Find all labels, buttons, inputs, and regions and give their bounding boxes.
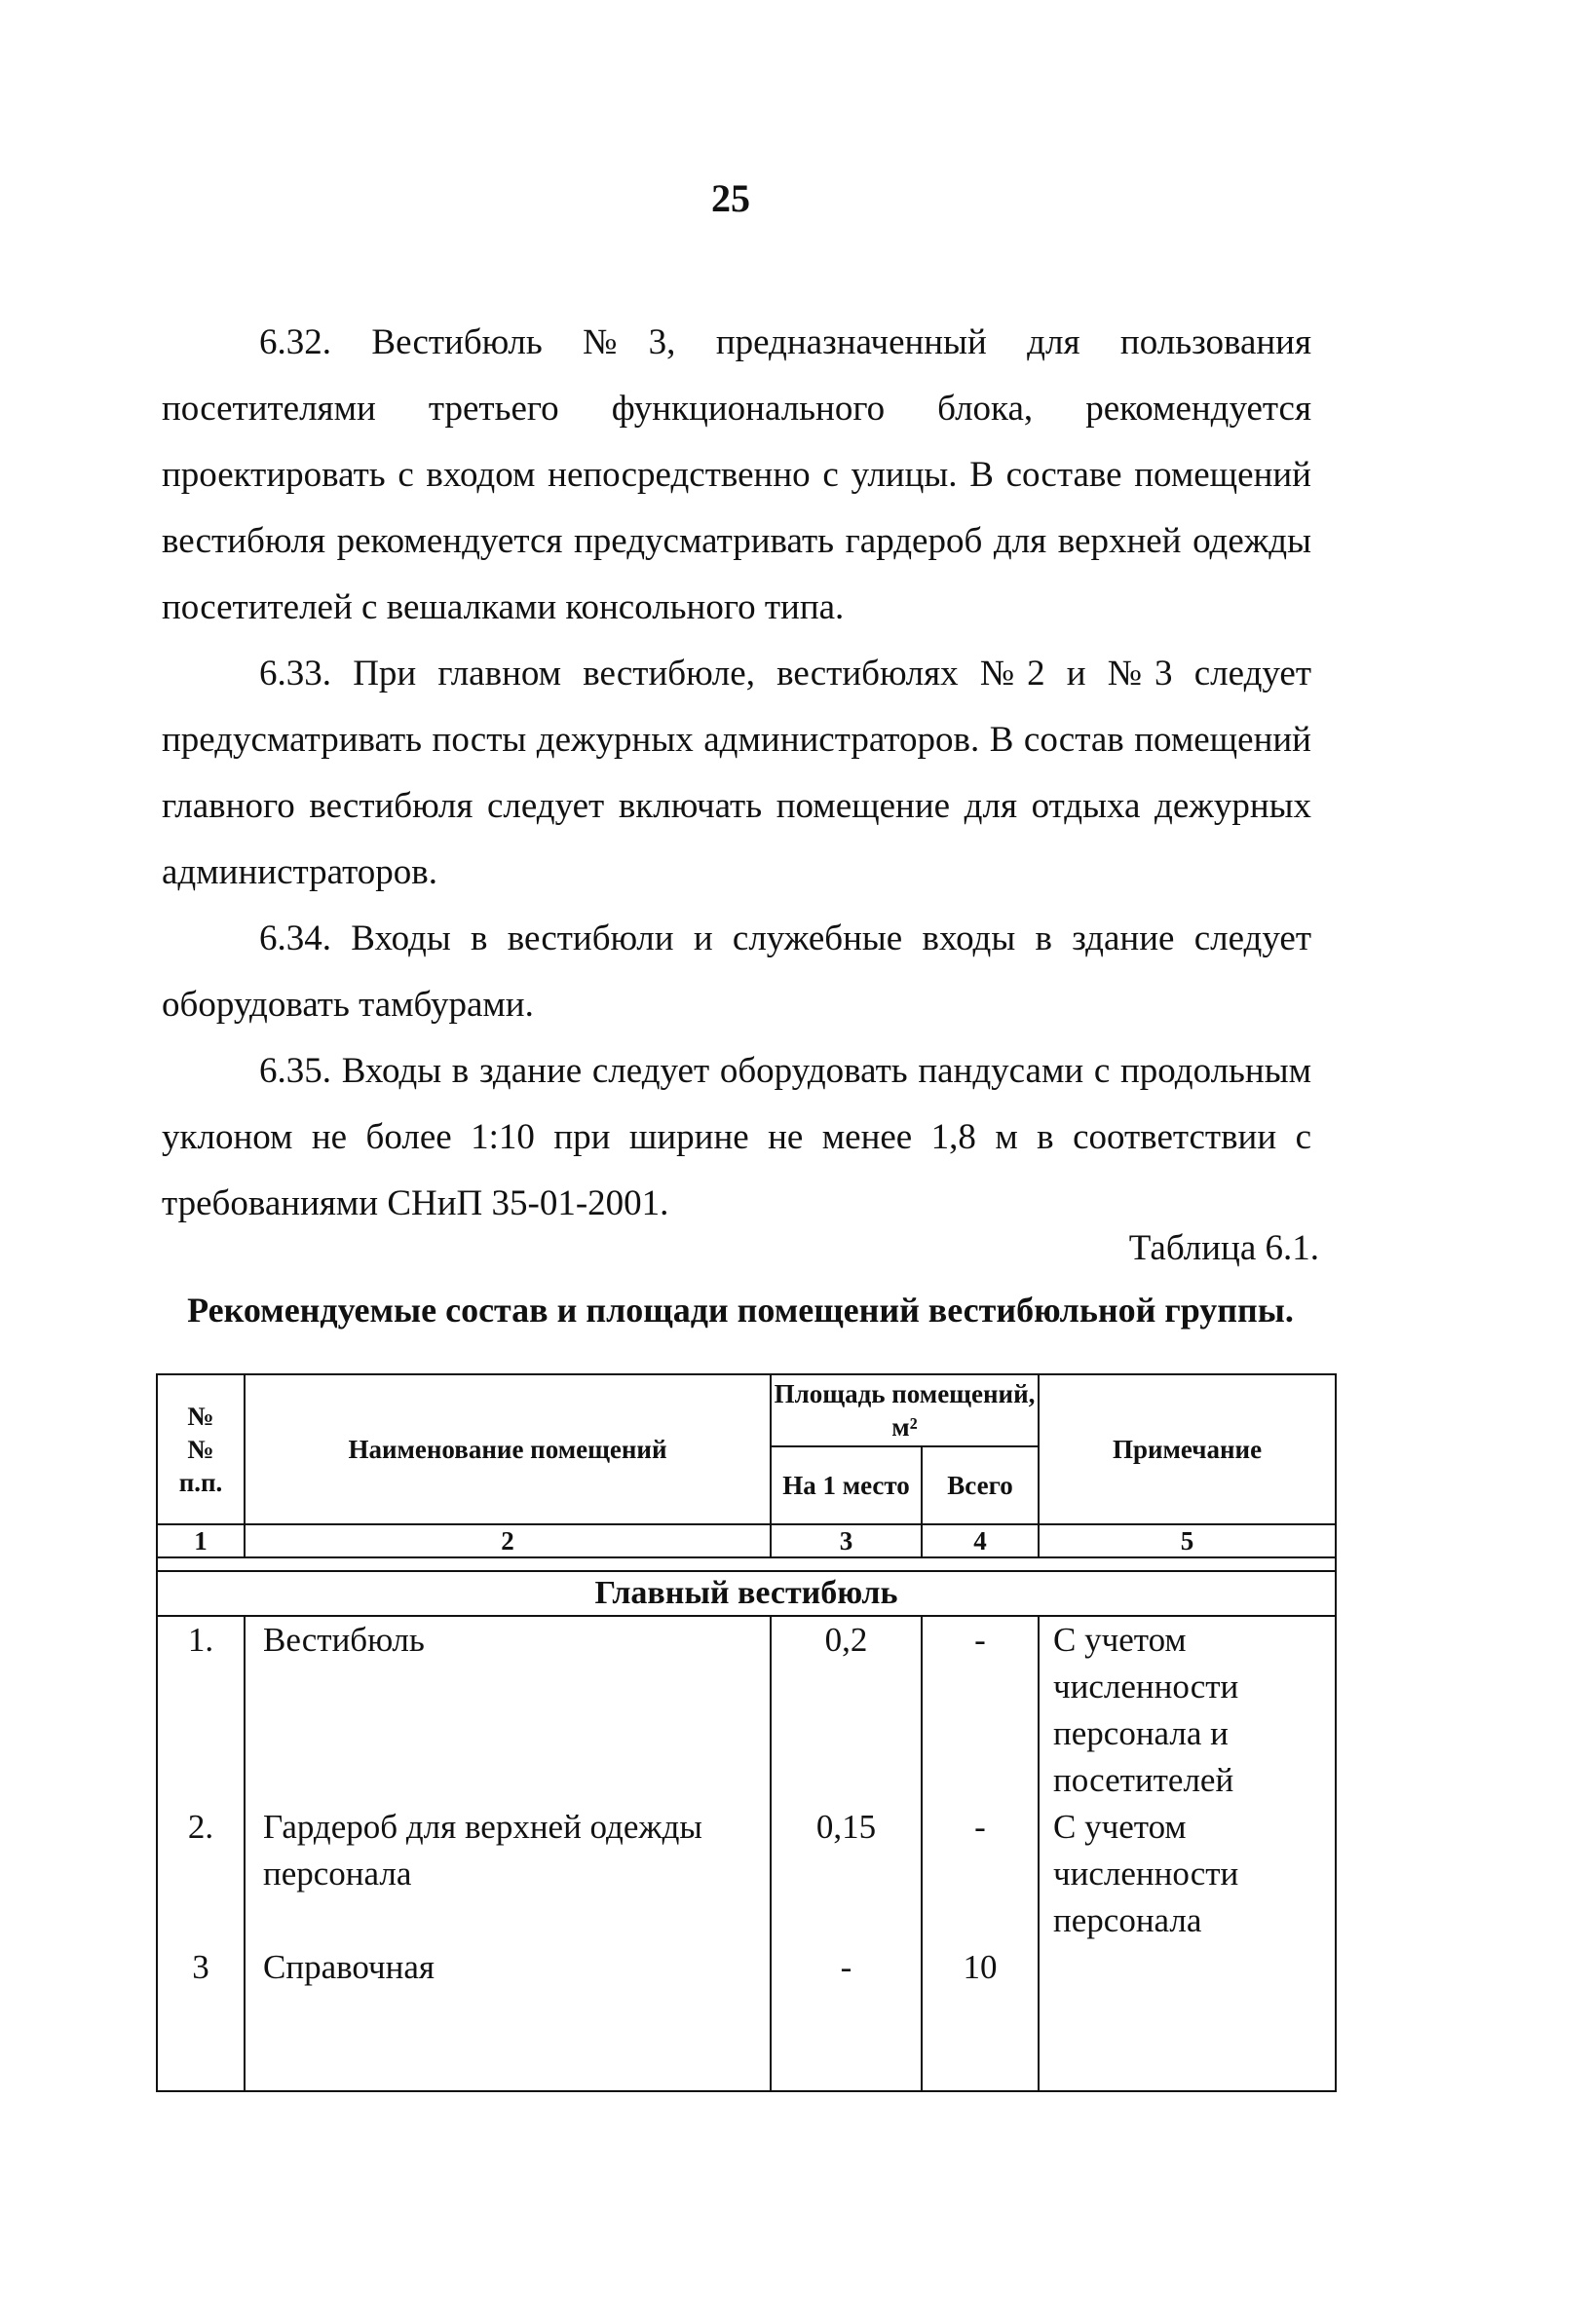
column-numbers-row xyxy=(157,1524,1336,1557)
header-number-line2: № xyxy=(187,1435,214,1464)
row-number: 2. xyxy=(157,1804,245,1944)
area-total: - xyxy=(922,1804,1039,1944)
header-number-line3: п.п. xyxy=(178,1468,223,1497)
column-number: 3 xyxy=(771,1524,922,1557)
room-note: С учетом численности персонала и посетителей xyxy=(1039,1616,1336,1804)
area-per-place: 0,15 xyxy=(771,1804,922,1944)
column-number: 5 xyxy=(1039,1524,1336,1557)
page-number: 25 xyxy=(711,176,750,220)
table-title: Рекомендуемые состав и площади помещений вестибюльной группы. xyxy=(187,1291,1294,1330)
paragraph-6-35: 6.35. Входы в здание следует оборудовать пандусами с продольным уклоном не более 1:10 при ширине не менее 1,8 м в соответствии с требованиями СНиП 35-01-2001. xyxy=(162,1051,1311,1223)
table-row xyxy=(157,1804,1336,1944)
area-total: 10 xyxy=(922,1944,1039,2091)
section-title: Главный вестибюль xyxy=(157,1571,1336,1616)
room-note: С учетом численности персонала xyxy=(1039,1804,1336,1944)
row-number: 3 xyxy=(157,1944,245,2091)
table-row xyxy=(157,1616,1336,1804)
header-total: Всего xyxy=(922,1446,1039,1524)
header-area: Площадь помещений, м² xyxy=(771,1374,1039,1446)
column-number: 2 xyxy=(245,1524,771,1557)
spacer-cell xyxy=(157,1557,1336,1571)
room-note xyxy=(1039,1944,1336,2091)
area-total: - xyxy=(922,1616,1039,1804)
room-table xyxy=(156,1373,1337,2092)
column-number: 4 xyxy=(922,1524,1039,1557)
table-header-row xyxy=(157,1374,1336,1446)
table-spacer xyxy=(157,1557,1336,1571)
paragraph-6-34: 6.34. Входы в вестибюли и служебные входы в здание следует оборудовать тамбурами. xyxy=(162,918,1311,1025)
body-text xyxy=(162,310,1311,1237)
paragraph-6-32: 6.32. Вестибюль №3, предназначенный для пользования посетителями третьего функционального блока, рекомендуется проектировать с входом непосредственно с улицы. В составе помещений вестибюля рекомендуется предусматривать гардероб для верхней одежды посетителей с вешалками консольного типа. xyxy=(162,322,1311,627)
row-number: 1. xyxy=(157,1616,245,1804)
header-note: Примечание xyxy=(1039,1374,1336,1524)
table-caption: Таблица 6.1. xyxy=(1128,1228,1319,1268)
header-room-name: Наименование помещений xyxy=(245,1374,771,1524)
area-per-place: - xyxy=(771,1944,922,2091)
header-number xyxy=(157,1374,245,1524)
room-name: Вестибюль xyxy=(245,1616,771,1804)
section-row xyxy=(157,1571,1336,1616)
room-name: Справочная xyxy=(245,1944,771,2091)
paragraph-6-33: 6.33. При главном вестибюле, вестибюлях №2 и №3 следует предусматривать посты дежурных администраторов. В состав помещений главного вестибюля следует включать помещение для отдыха дежурных администраторов. xyxy=(162,654,1311,892)
table-row xyxy=(157,1944,1336,2091)
room-name: Гардероб для верхней одежды персонала xyxy=(245,1804,771,1944)
header-number-line1: № xyxy=(187,1402,214,1431)
header-per-place: На 1 место xyxy=(771,1446,922,1524)
column-number: 1 xyxy=(157,1524,245,1557)
area-per-place: 0,2 xyxy=(771,1616,922,1804)
